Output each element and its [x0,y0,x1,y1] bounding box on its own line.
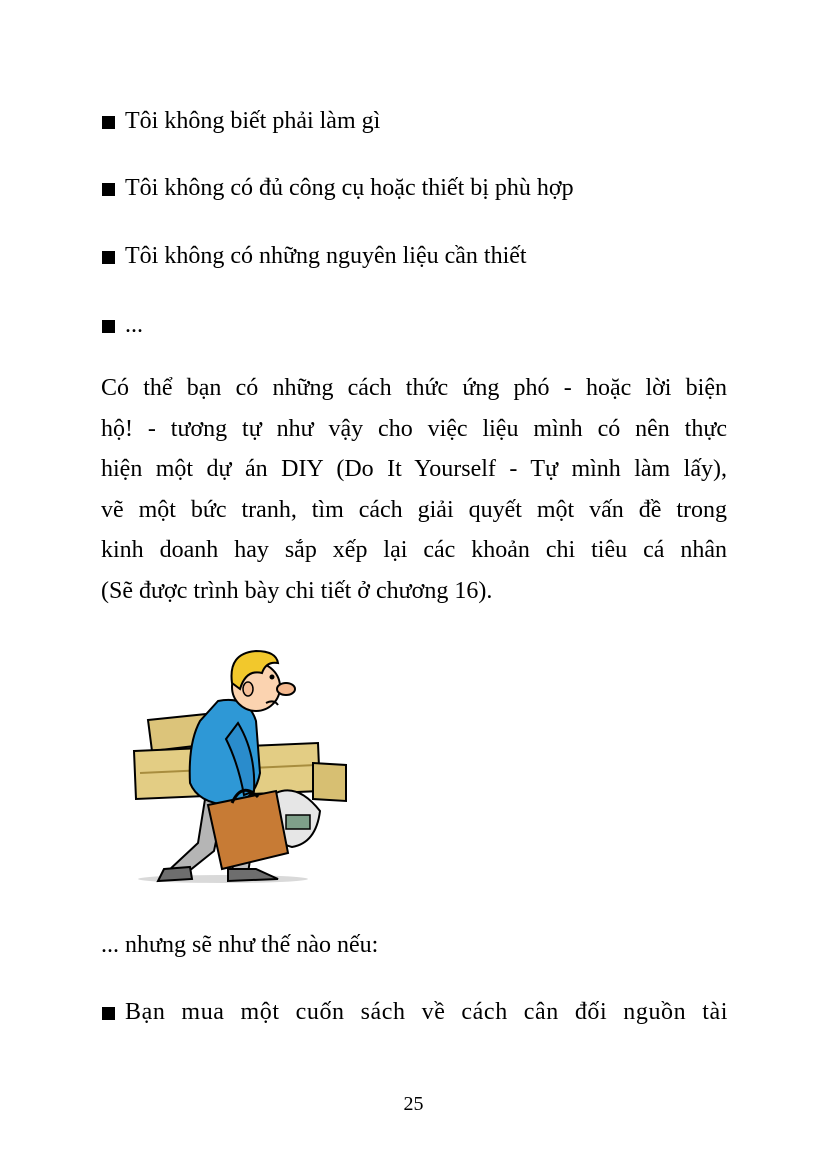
square-bullet-icon [102,1007,115,1020]
bullet-text: Tôi không có những nguyên liệu cần thiết [125,243,527,269]
paragraph-line: Có thể bạn có những cách thức ứng phó - hoặc lời biện [101,375,727,401]
bullet-item-3 [102,241,527,271]
continuation-line: ... nhưng sẽ như thế nào nếu: [101,932,379,958]
bullet-text: ... [125,312,143,338]
paragraph-line: hiện một dự án DIY (Do It Yourself - Tự mình làm lấy), [101,456,727,482]
page-number: 25 [403,1093,424,1115]
paragraph-line: hộ! - tương tự như vậy cho việc liệu mình có nên thực [101,415,727,442]
square-bullet-icon [102,116,115,129]
bullet-text: Bạn mua một cuốn sách về cách cân đối nguồn tài [125,999,728,1025]
square-bullet-icon [102,320,115,333]
body-paragraph [101,368,727,611]
square-bullet-icon [102,183,115,196]
bullet-item-2 [102,173,574,203]
bullet-item-1 [102,106,380,136]
bullet-text: Tôi không có đủ công cụ hoặc thiết bị phù hợp [125,175,574,201]
square-bullet-icon [102,251,115,264]
paragraph-line: (Sẽ được trình bày chi tiết ở chương 16). [101,577,493,604]
paragraph-line: vẽ một bức tranh, tìm cách giải quyết một vấn đề trong [101,496,727,523]
continuation-text [101,930,378,960]
paragraph-line: kinh doanh hay sắp xếp lại các khoản chi tiêu cá nhân [101,537,727,563]
man-carrying-boards-illustration [128,643,353,888]
bullet-item-4 [102,310,143,340]
bullet-text: Tôi không biết phải làm gì [125,108,381,134]
bullet-item-5 [102,997,728,1027]
